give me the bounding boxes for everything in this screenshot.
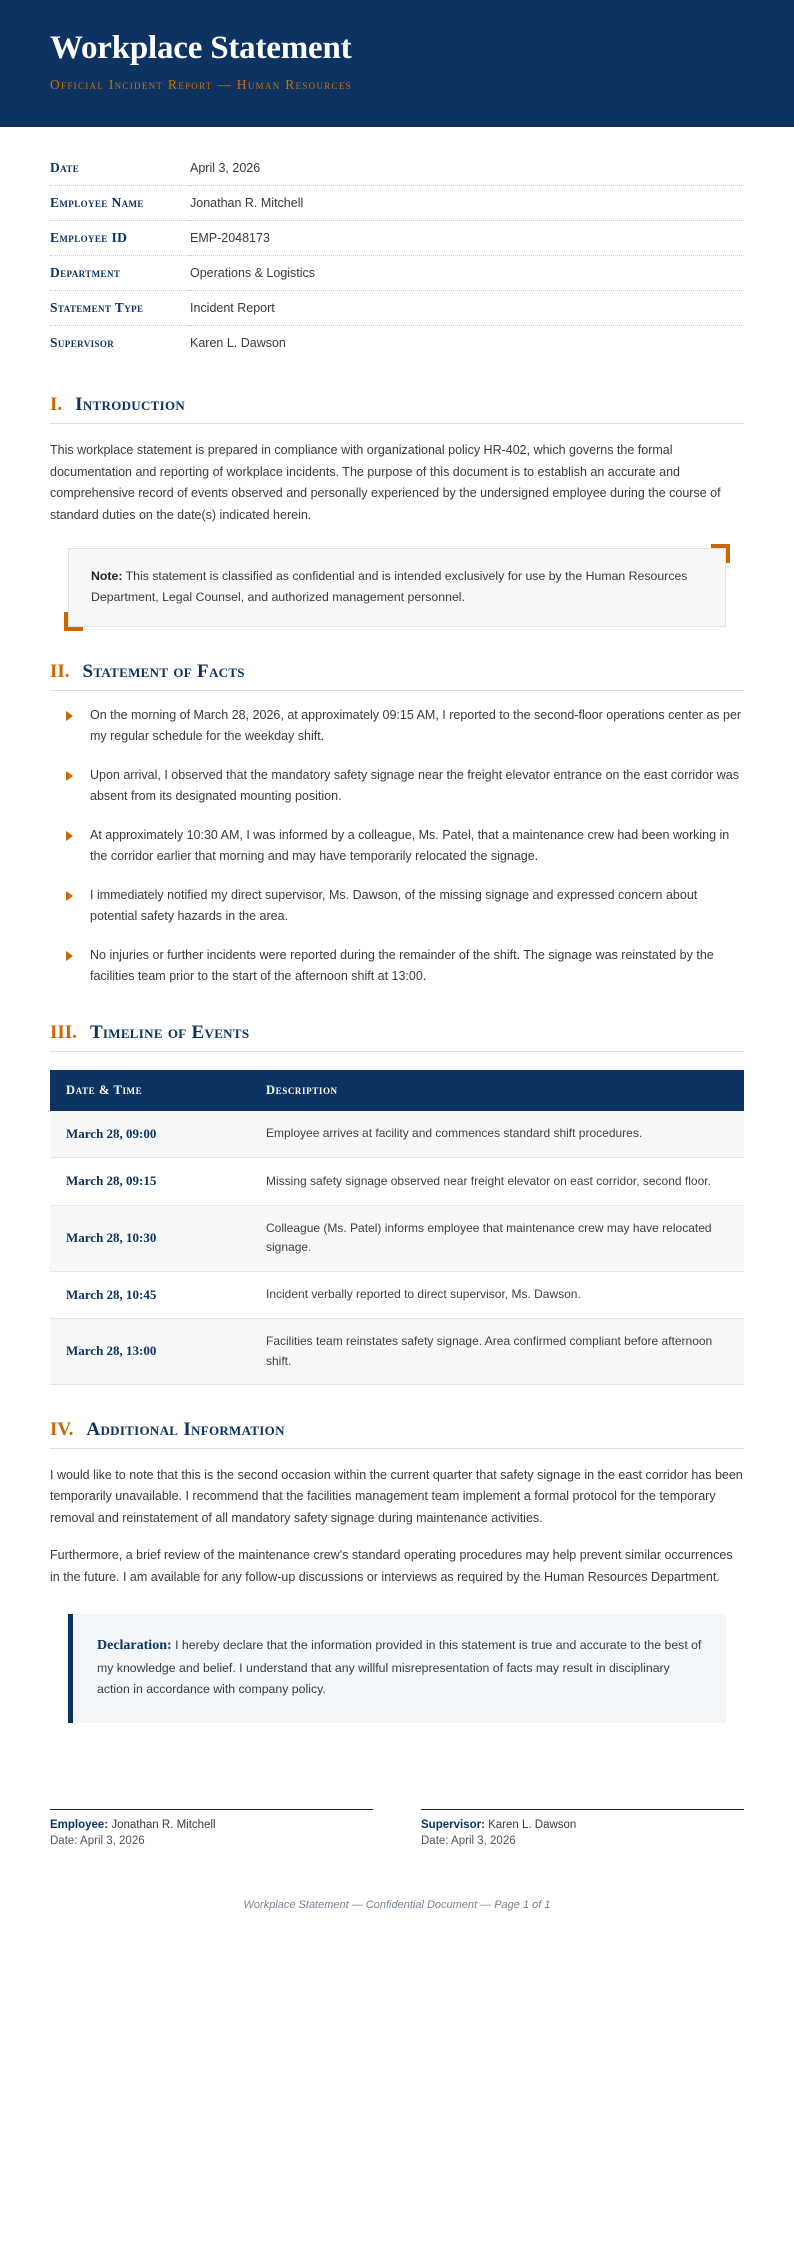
metadata-value-date: April 3, 2026: [190, 151, 744, 186]
metadata-label-employee-id: Employee ID: [50, 221, 190, 256]
signature-value-employee: Jonathan R. Mitchell: [108, 1818, 216, 1831]
section-heading-additional-information: [50, 1419, 744, 1449]
declaration-block: [68, 1614, 726, 1722]
section-number-introduction: I.: [50, 394, 63, 416]
signature-date-supervisor: Date: April 3, 2026: [421, 1834, 516, 1847]
table-row: [50, 1206, 744, 1271]
metadata-row-department: [50, 256, 744, 291]
section-number-statement-of-facts: II.: [50, 660, 70, 682]
metadata-row-employee-name: [50, 186, 744, 221]
cell-description: Colleague (Ms. Patel) informs employee that maintenance crew may have relocated signage.: [250, 1206, 744, 1271]
signature-role-label-supervisor: Supervisor:: [421, 1818, 485, 1831]
corner-bracket-bottom-left-icon: [64, 612, 83, 631]
section-number-additional-information: IV.: [50, 1418, 74, 1440]
signature-date-employee: Date: April 3, 2026: [50, 1834, 145, 1847]
additional-information-paragraph-2: Furthermore, a brief review of the maintenance crew's standard operating procedures may help prevent similar occurrences in the future. I am available for any follow-up discussions or interviews as required by the Human Resources Department.: [50, 1548, 733, 1584]
confidentiality-note: [68, 548, 726, 626]
signature-block-employee: [50, 1809, 373, 1847]
signature-role-label-employee: Employee:: [50, 1818, 109, 1831]
triangle-bullet-icon: [66, 891, 73, 901]
cell-datetime: March 28, 13:00: [50, 1319, 250, 1384]
list-item-text: No injuries or further incidents were reported during the remainder of the shift. The signage was reinstated by the facilities team prior to the start of the afternoon shift at 13:00.: [90, 947, 714, 984]
column-header-datetime: Date & Time: [50, 1070, 250, 1111]
list-item: [50, 765, 744, 808]
section-title-additional-information: Additional Information: [86, 1418, 285, 1440]
note-box: [68, 548, 726, 626]
list-item-text: At approximately 10:30 AM, I was informed by a colleague, Ms. Patel, that a maintenance crew had been working in the corridor earlier that morning and may have temporarily relocated the signage.: [90, 827, 730, 864]
metadata-row-date: [50, 151, 744, 186]
section-number-timeline: III.: [50, 1021, 77, 1043]
triangle-bullet-icon: [66, 831, 73, 841]
page-title: Workplace Statement: [50, 30, 352, 66]
cell-datetime: March 28, 10:30: [50, 1206, 250, 1271]
list-item-text: On the morning of March 28, 2026, at approximately 09:15 AM, I reported to the second-floor operations center as per my regular schedule for the weekday shift.: [90, 707, 742, 744]
note-text: This statement is classified as confidential and is intended exclusively for use by the Human Resources Department, Legal Counsel, and authorized management personnel.: [91, 569, 688, 605]
statement-of-facts-list: [50, 705, 744, 988]
metadata-label-department: Department: [50, 256, 190, 291]
signature-section: [50, 1809, 744, 1847]
list-item-text: Upon arrival, I observed that the mandatory safety signage near the freight elevator entrance on the east corridor was absent from its designated mounting position.: [90, 767, 739, 804]
table-row: [50, 1111, 744, 1158]
note-label: Note:: [91, 569, 123, 584]
table-header-row: [50, 1070, 744, 1111]
signature-value-supervisor: Karen L. Dawson: [484, 1818, 577, 1831]
cell-datetime: March 28, 09:00: [50, 1111, 250, 1158]
cell-description: Employee arrives at facility and commences standard shift procedures.: [250, 1111, 744, 1158]
metadata-value-statement-type: Incident Report: [190, 291, 744, 326]
metadata-label-supervisor: Supervisor: [50, 335, 115, 351]
list-item: [50, 945, 744, 988]
corner-bracket-top-right-icon: [711, 544, 730, 563]
introduction-paragraph: This workplace statement is prepared in compliance with organizational policy HR-402, which governs the formal documentation and reporting of workplace incidents. The purpose of this document is to establish an accurate and comprehensive record of events observed and personally experienced by the undersigned employee during the course of standard duties on the date(s) indicated herein.: [50, 443, 721, 522]
cell-description: Incident verbally reported to direct supervisor, Ms. Dawson.: [250, 1271, 744, 1319]
section-title-timeline: Timeline of Events: [89, 1021, 250, 1043]
table-row: [50, 1271, 744, 1319]
section-heading-introduction: [50, 394, 744, 424]
cell-description: Facilities team reinstates safety signage. Area confirmed compliant before afternoon shift.: [250, 1319, 744, 1384]
metadata-label-date: Date: [50, 151, 190, 186]
document-header: [0, 0, 794, 127]
metadata-value-employee-id: EMP-2048173: [190, 221, 744, 256]
document-footer: Workplace Statement — Confidential Document — Page 1 of 1: [243, 1898, 551, 1911]
cell-datetime: March 28, 09:15: [50, 1158, 250, 1206]
signature-name-supervisor: [421, 1819, 744, 1831]
cell-description: Missing safety signage observed near freight elevator on east corridor, second floor.: [250, 1158, 744, 1206]
triangle-bullet-icon: [66, 951, 73, 961]
signature-line-supervisor[interactable]: [421, 1809, 744, 1810]
signature-line-employee[interactable]: [50, 1809, 373, 1810]
metadata-table: [50, 151, 744, 360]
metadata-row-employee-id: [50, 221, 744, 256]
document-subtitle: Official Incident Report — Human Resources: [50, 77, 352, 93]
list-item: [50, 705, 744, 748]
list-item: [50, 825, 744, 868]
additional-information-paragraph-1: I would like to note that this is the second occasion within the current quarter that safety signage in the east corridor has been temporarily unavailable. I recommend that the facilities management team implement a formal protocol for the temporary removal and reinstatement of all mandatory safety signage during maintenance activities.: [50, 1467, 743, 1525]
declaration-text: I hereby declare that the information provided in this statement is true and accurate to the best of my knowledge and belief. I understand that any willful misrepresentation of facts may result in disciplinary action in accordance with company policy.: [97, 1638, 702, 1697]
table-row: [50, 1158, 744, 1206]
declaration-label: Declaration:: [97, 1638, 172, 1654]
column-header-description: Description: [250, 1070, 744, 1111]
cell-datetime: March 28, 10:45: [50, 1271, 250, 1319]
metadata-label-statement-type: Statement Type: [50, 291, 190, 326]
signature-block-supervisor: [421, 1809, 744, 1847]
metadata-value-department: Operations & Logistics: [190, 256, 744, 291]
timeline-table: [50, 1070, 744, 1385]
section-title-introduction: Introduction: [75, 394, 186, 416]
metadata-row-supervisor: [50, 326, 744, 361]
list-item-text: I immediately notified my direct supervisor, Ms. Dawson, of the missing signage and expressed concern about potential safety hazards in the area.: [90, 887, 698, 924]
section-heading-timeline: [50, 1022, 744, 1052]
metadata-row-statement-type: [50, 291, 744, 326]
section-heading-statement-of-facts: [50, 661, 744, 691]
metadata-value-supervisor: Karen L. Dawson: [190, 336, 286, 351]
triangle-bullet-icon: [66, 711, 73, 721]
list-item: [50, 885, 744, 928]
metadata-label-employee-name: Employee Name: [50, 186, 190, 221]
section-title-statement-of-facts: Statement of Facts: [82, 660, 245, 682]
page-body: [0, 151, 794, 1970]
triangle-bullet-icon: [66, 771, 73, 781]
signature-name-employee: [50, 1819, 373, 1831]
metadata-value-employee-name: Jonathan R. Mitchell: [190, 186, 744, 221]
table-row: [50, 1319, 744, 1384]
